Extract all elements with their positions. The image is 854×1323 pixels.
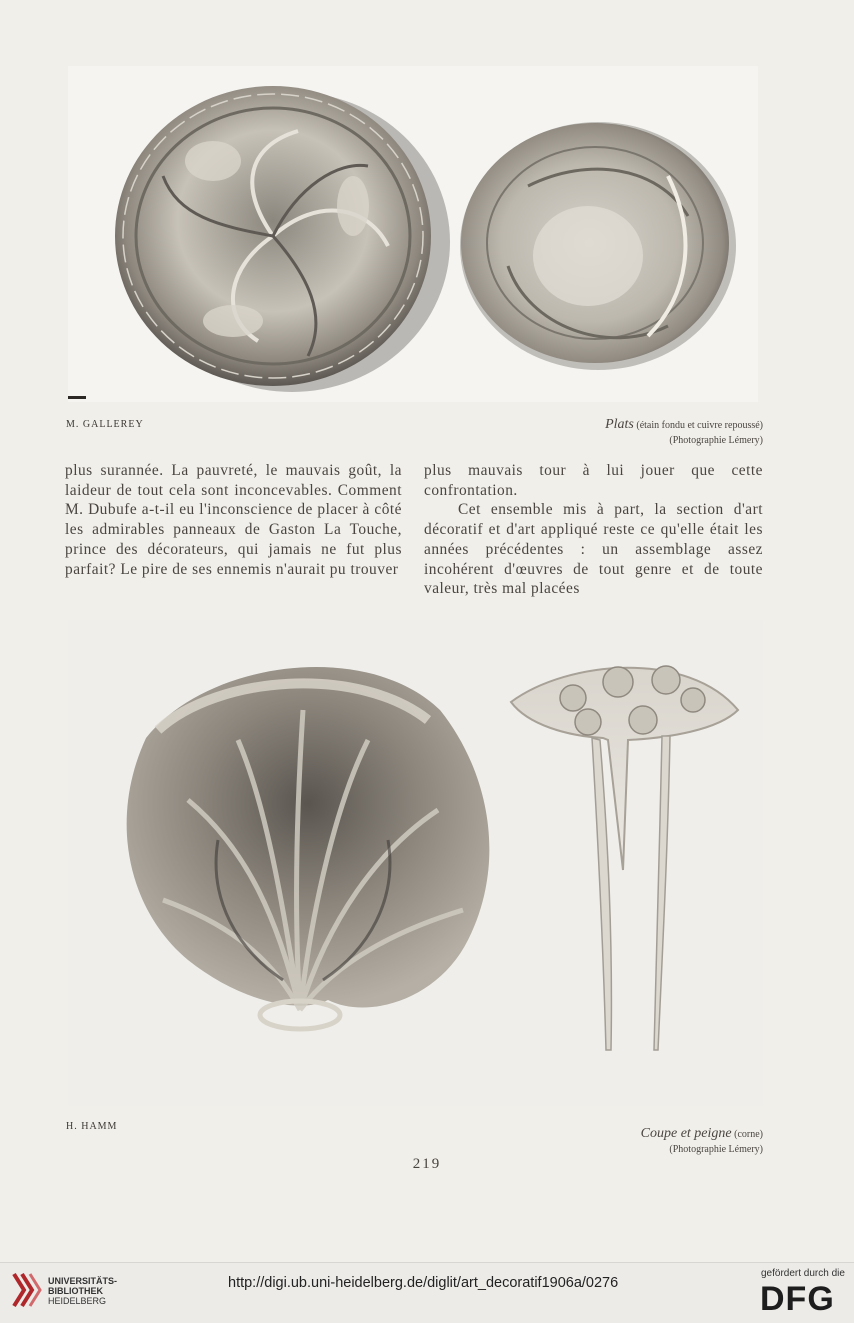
university-library-logo-icon <box>10 1270 42 1310</box>
cup-and-comb-illustration <box>68 620 763 1106</box>
bottom-figure-caption <box>641 1126 763 1157</box>
university-library-name <box>48 1276 117 1306</box>
top-artist-credit: M. GALLEREY <box>66 419 144 430</box>
library-line-3: HEIDELBERG <box>48 1296 107 1306</box>
text-column-left <box>65 461 402 579</box>
right-paragraph-2: Cet ensemble mis à part, la section d'art décoratif et d'art appliqué reste ce qu'elle était les années précédentes : un assemblage assez incohérent d'œuvres de tout genre et de toute valeur, très mal placées <box>424 501 763 598</box>
dfg-logo: DFG <box>760 1280 835 1318</box>
library-line-2: BIBLIOTHEK <box>48 1286 103 1296</box>
library-line-1: UNIVERSITÄTS- <box>48 1276 118 1286</box>
plates-illustration <box>68 66 758 402</box>
text-column-right <box>424 461 763 599</box>
top-caption-note: (étain fondu et cuivre repoussé) <box>636 420 763 431</box>
page-number: 219 <box>412 1156 442 1172</box>
top-figure-caption <box>605 417 763 448</box>
permalink-url[interactable]: http://digi.ub.uni-heidelberg.de/diglit/art_decoratif1906a/0276 <box>228 1275 619 1291</box>
plates-photograph <box>68 66 758 402</box>
digitization-footer <box>0 1262 854 1323</box>
right-paragraph-1: plus mauvais tour à lui jouer que cette confrontation. <box>424 462 763 499</box>
cup-and-comb-photograph <box>68 620 763 1106</box>
bottom-caption-note: (corne) <box>734 1129 763 1140</box>
top-caption-title: Plats <box>605 417 634 432</box>
bottom-artist-credit: H. HAMM <box>66 1121 118 1132</box>
left-paragraph-1: plus surannée. La pauvreté, le mauvais goût, la laideur de tout cela sont inconcevables. Comment M. Dubufe a-t-il eu l'inconscience de placer à côté les admirables panneaux de Gaston La Touche, prince des décorateurs, qui jamais ne fut plus parfait? Le pire de ses ennemis n'aurait pu trouver <box>65 462 402 578</box>
bottom-caption-credit: (Photographie Lémery) <box>669 1144 763 1155</box>
funding-label: gefördert durch die <box>761 1268 845 1279</box>
top-caption-credit: (Photographie Lémery) <box>669 435 763 446</box>
bottom-caption-title: Coupe et peigne <box>640 1126 732 1141</box>
